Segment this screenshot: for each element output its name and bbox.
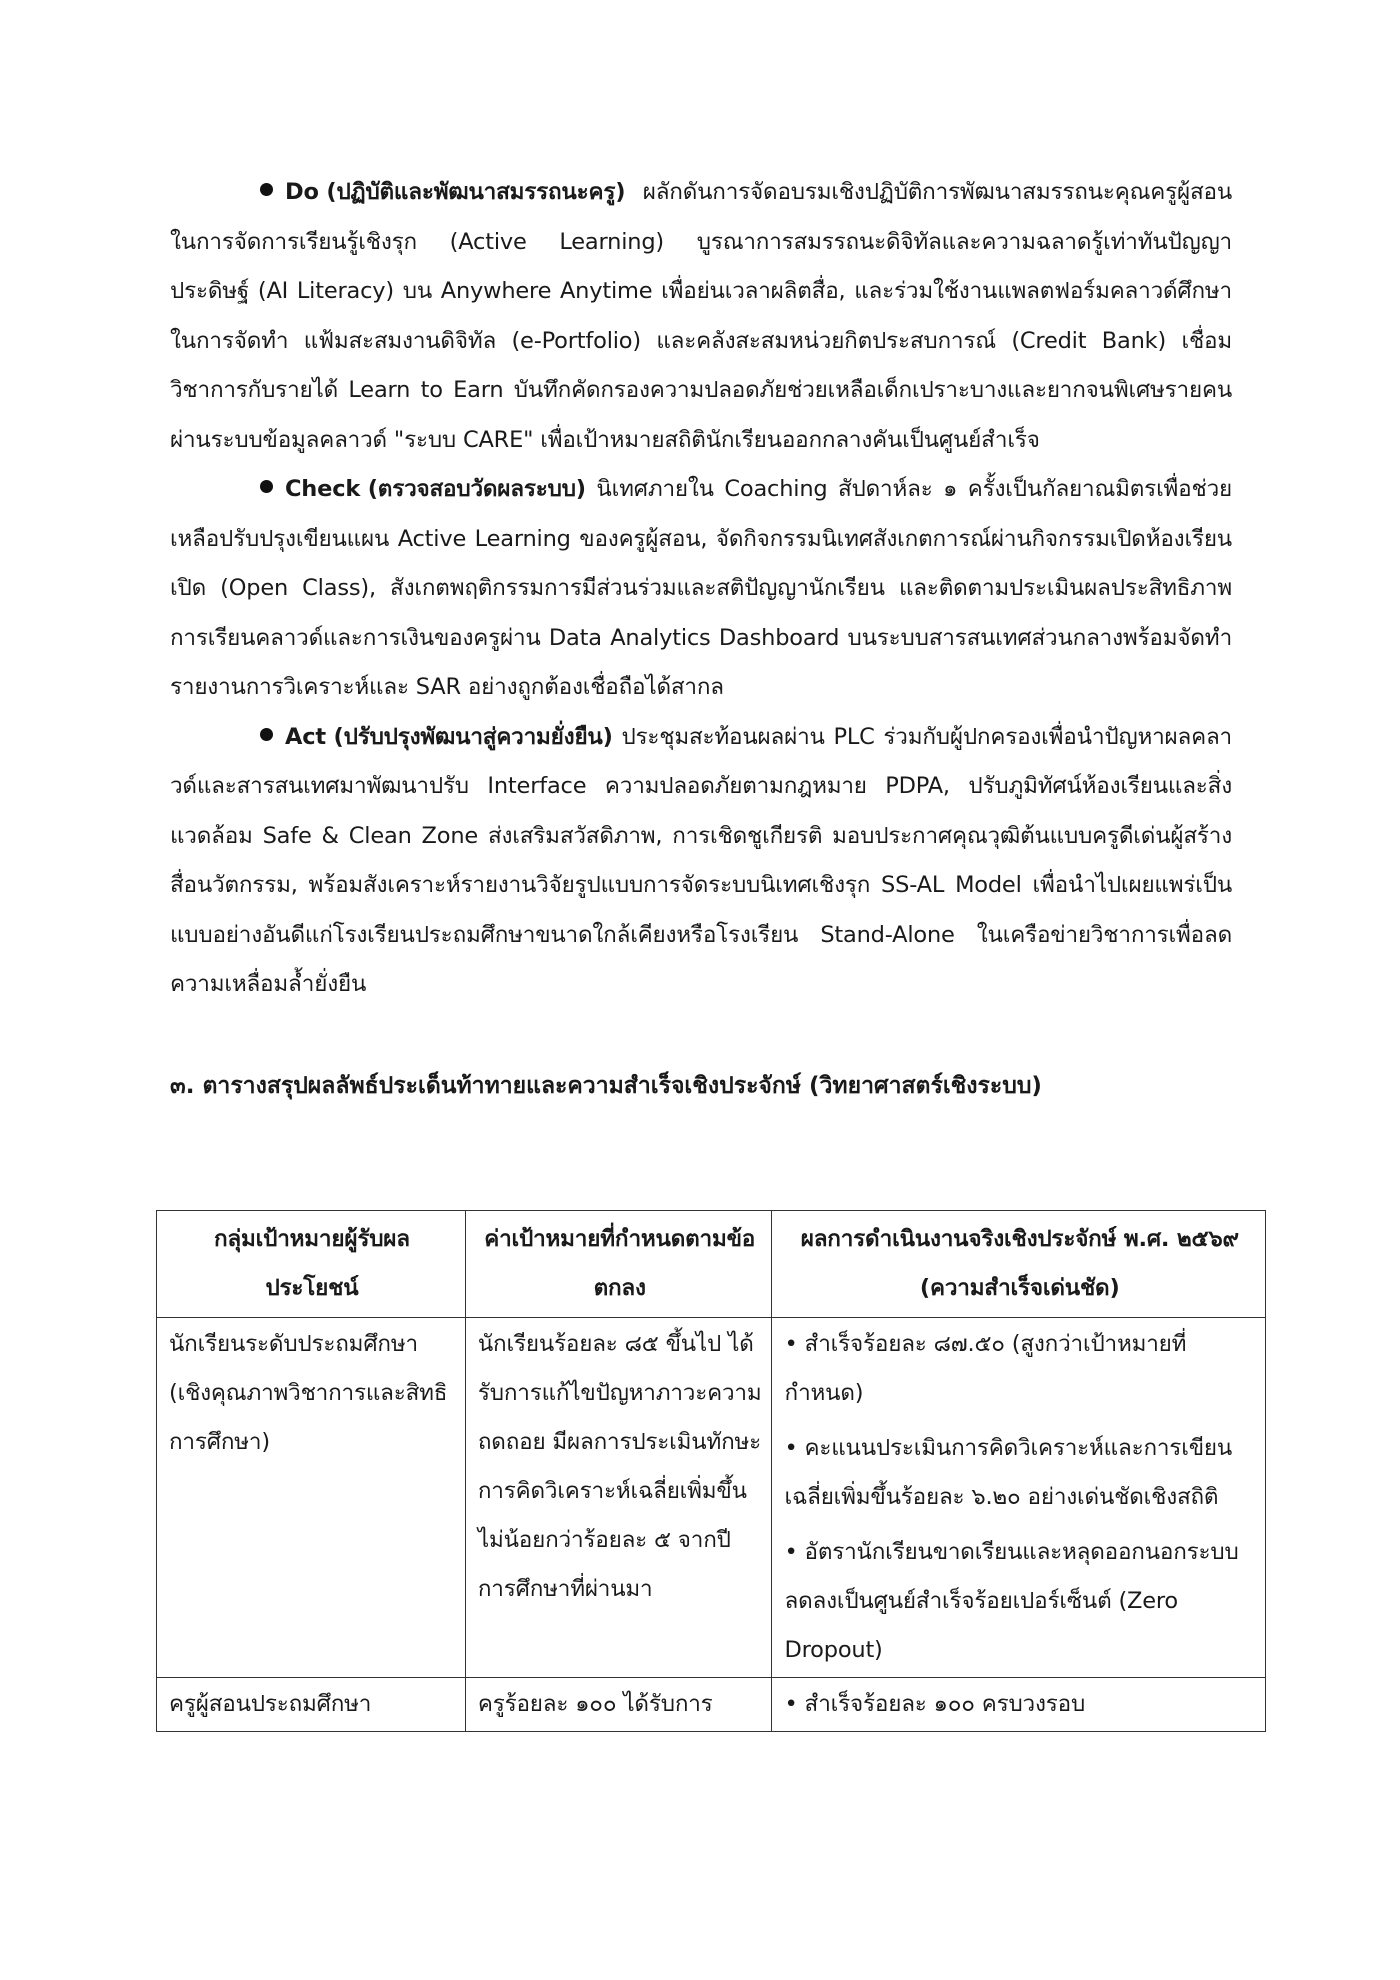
bullet-label-act: Act (ปรับปรุงพัฒนาสู่ความยั่งยืน) [285,723,613,750]
table-row [157,1678,1266,1732]
result-item: • อัตรานักเรียนขาดเรียนและหลุดออกนอกระบบลดลงเป็นศูนย์สำเร็จร้อยเปอร์เซ็นต์ (Zero Dropout) [784,1539,1239,1663]
bullet-lead [170,168,625,218]
bullet-label-check: Check (ตรวจสอบวัดผลระบบ) [285,476,586,502]
bullet-icon [260,183,273,196]
header-target-value: ค่าเป้าหมายที่กำหนดตามข้อตกลง [465,1211,772,1318]
result-item: • คะแนนประเมินการคิดวิเคราะห์และการเขียนเฉลี่ยเพิ่มขึ้นร้อยละ ๖.๒๐ อย่างเด่นชัดเชิงสถิติ [784,1435,1233,1510]
cell-target: ครูร้อยละ ๑๐๐ ได้รับการ [465,1678,772,1732]
cell-group: นักเรียนระดับประถมศึกษา (เชิงคุณภาพวิชาการและสิทธิการศึกษา) [157,1318,466,1678]
paragraph-text-do: ผลักดันการจัดอบรมเชิงปฏิบัติการพัฒนาสมรรถนะคุณครูผู้สอนในการจัดการเรียนรู้เชิงรุก (Active Learning) บูรณาการสมรรถนะดิจิทัลและความฉลาดรู้เท่าทันปัญญาประดิษฐ์ (AI Literacy) บน Anywhere Anytime เพื่อย่นเวลาผลิตสื่อ, และร่วมใช้งานแพลตฟอร์มคลาวด์ศึกษาในการจัดทำ แฟ้มสะสมงานดิจิทัล (e-Portfolio) และคลังสะสมหน่วยกิตประสบการณ์ (Credit Bank) เชื่อมวิชาการกับรายได้ Learn to Earn บันทึกคัดกรองความปลอดภัยช่วยเหลือเด็กเปราะบางและยากจนพิเศษรายคนผ่านระบบข้อมูลคลาวด์ "ระบบ CARE" เพื่อเป้าหมายสถิตินักเรียนออกกลางคันเป็นศูนย์สำเร็จ [170,179,1232,453]
cell-target: นักเรียนร้อยละ ๘๕ ขึ้นไป ได้รับการแก้ไขปัญหาภาวะความถดถอย มีผลการประเมินทักษะการคิดวิเคราะห์เฉลี่ยเพิ่มขึ้นไม่น้อยกว่าร้อยละ ๕ จากปีการศึกษาที่ผ่านมา [465,1318,772,1678]
bullet-lead [170,713,613,763]
paragraph-do [170,168,1232,465]
cell-group: ครูผู้สอนประถมศึกษา [157,1678,466,1732]
section-heading: ๓. ตารางสรุปผลลัพธ์ประเด็นท้าทายและความสำเร็จเชิงประจักษ์ (วิทยาศาสตร์เชิงระบบ) [170,1072,1042,1099]
bullet-icon [260,728,273,741]
result-item: • สำเร็จร้อยละ ๑๐๐ ครบวงรอบ [784,1691,1086,1717]
bullet-icon [260,480,273,493]
document-body [170,168,1232,1106]
bullet-lead [170,465,586,515]
paragraph-text-act: ประชุมสะท้อนผลผ่าน PLC ร่วมกับผู้ปกครองเพื่อนำปัญหาผลคลาวด์และสารสนเทศมาพัฒนาปรับ Interface ความปลอดภัยตามกฎหมาย PDPA, ปรับภูมิทัศน์ห้องเรียนและสิ่งแวดล้อม Safe & Clean Zone ส่งเสริมสวัสดิภาพ, การเชิดชูเกียรติ มอบประกาศคุณวุฒิต้นแบบครูดีเด่นผู้สร้างสื่อนวัตกรรม, พร้อมสังเคราะห์รายงานวิจัยรูปแบบการจัดระบบนิเทศเชิงรุก SS-AL Model เพื่อนำไปเผยแพร่เป็นแบบอย่างอันดีแก่โรงเรียนประถมศึกษาขนาดใกล้เคียงหรือโรงเรียน Stand-Alone ในเครือข่ายวิชาการเพื่อลดความเหลื่อมล้ำยั่งยืน [170,723,1232,997]
result-item: • สำเร็จร้อยละ ๘๗.๕๐ (สูงกว่าเป้าหมายที่กำหนด) [784,1331,1187,1406]
cell-results [772,1318,1266,1678]
table-row [157,1318,1266,1678]
table-header-row [157,1211,1266,1318]
paragraph-check [170,465,1232,713]
bullet-label-do: Do (ปฏิบัติและพัฒนาสมรรถนะครู) [285,179,626,205]
header-target-group: กลุ่มเป้าหมายผู้รับผลประโยชน์ [157,1211,466,1318]
cell-results [772,1678,1266,1732]
results-table [156,1210,1266,1732]
paragraph-text-check: นิเทศภายใน Coaching สัปดาห์ละ ๑ ครั้งเป็นกัลยาณมิตรเพื่อช่วยเหลือปรับปรุงเขียนแผน Active Learning ของครูผู้สอน, จัดกิจกรรมนิเทศสังเกตการณ์ผ่านกิจกรรมเปิดห้องเรียนเปิด (Open Class), สังเกตพฤติกรรมการมีส่วนร่วมและสติปัญญานักเรียน และติดตามประเมินผลประสิทธิภาพการเรียนคลาวด์และการเงินของครูผ่าน Data Analytics Dashboard บนระบบสารสนเทศส่วนกลางพร้อมจัดทำรายงานการวิเคราะห์และ SAR อย่างถูกต้องเชื่อถือได้สากล [170,476,1232,700]
header-actual-results: ผลการดำเนินงานจริงเชิงประจักษ์ พ.ศ. ๒๕๖๙ (ความสำเร็จเด่นชัด) [772,1211,1266,1318]
paragraph-act [170,713,1232,1010]
